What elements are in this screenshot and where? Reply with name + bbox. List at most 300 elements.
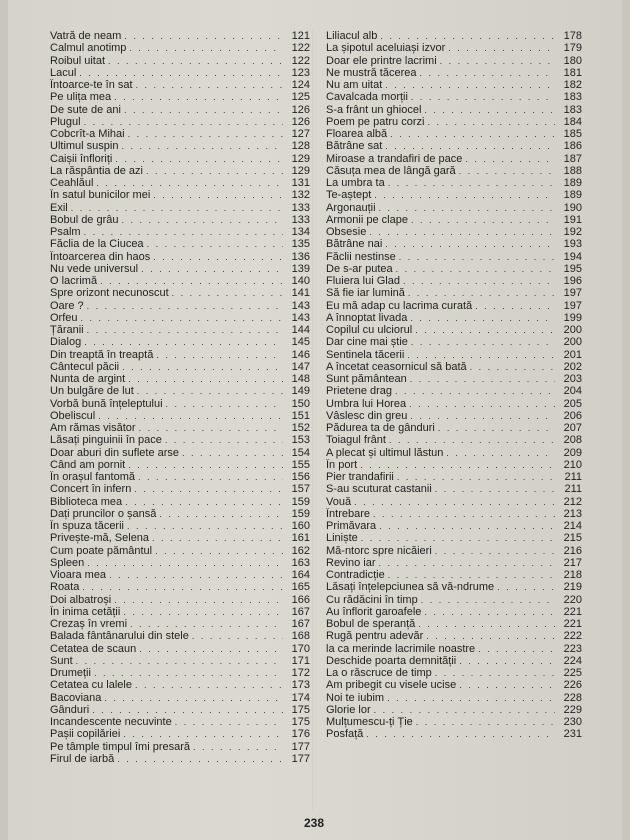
toc-entry-page: 188 — [563, 164, 582, 177]
toc-entry — [326, 728, 582, 740]
toc-entry-title: Rugă pentru adevăr — [326, 630, 424, 643]
toc-entry-page: 191 — [563, 213, 582, 226]
toc-entry-page: 154 — [291, 446, 310, 459]
toc-entry — [50, 226, 310, 238]
toc-entry-title: Biblioteca mea — [50, 495, 123, 508]
dot-leader — [390, 128, 555, 140]
toc-entry-page: 223 — [563, 642, 582, 655]
toc-entry-page: 133 — [291, 213, 310, 226]
toc-entry-title: Miroase a trandafiri de pace — [326, 152, 463, 165]
toc-entry-page: 151 — [291, 409, 310, 422]
dot-leader — [136, 79, 283, 91]
toc-entry-title: Bobul de speranță — [326, 618, 416, 630]
dot-leader — [192, 630, 283, 642]
toc-entry-page: 153 — [291, 434, 310, 447]
dot-leader — [153, 251, 283, 263]
toc-entry-page: 150 — [291, 397, 310, 410]
toc-entry-title: Ne mustră tăcerea — [326, 66, 417, 79]
dot-leader — [411, 214, 555, 226]
dot-leader — [399, 251, 555, 263]
toc-entry-title: Nunta de argint — [50, 373, 126, 385]
dot-leader — [397, 471, 555, 483]
dot-leader — [411, 91, 555, 103]
toc-entry-title: Întoarce-te în sat — [50, 79, 133, 91]
toc-entry-page: 140 — [291, 275, 310, 287]
toc-entry — [326, 275, 582, 287]
toc-entry-page: 131 — [291, 177, 310, 189]
toc-entry-title: Gânduri — [50, 703, 90, 716]
dot-leader — [448, 42, 555, 54]
toc-entry — [326, 189, 582, 201]
toc-entry-page: 218 — [563, 569, 582, 581]
column-gutter — [312, 30, 313, 810]
toc-entry — [326, 716, 582, 728]
dot-leader — [361, 532, 555, 544]
toc-entry-title: Spre orizont necunoscut — [50, 287, 169, 300]
toc-entry-page: 149 — [291, 385, 310, 398]
dot-leader — [385, 140, 555, 152]
toc-entry — [50, 643, 310, 655]
toc-entry — [326, 202, 582, 214]
toc-entry — [326, 581, 582, 593]
dot-leader — [424, 606, 555, 618]
toc-entry — [50, 116, 310, 128]
toc-entry — [326, 679, 582, 691]
toc-entry-title: Sentinela tăcerii — [326, 348, 405, 361]
toc-entry-page: 179 — [563, 42, 582, 55]
toc-entry-page: 212 — [563, 495, 582, 508]
toc-entry — [50, 581, 310, 593]
toc-entry-title: Nu am uitat — [326, 79, 383, 91]
toc-entry-page: 123 — [291, 66, 310, 79]
toc-entry-page: 200 — [563, 336, 582, 349]
toc-entry-page: 134 — [291, 226, 310, 238]
toc-entry-title: Liliacul alb — [326, 30, 378, 42]
toc-entry-page: 147 — [291, 360, 310, 373]
dot-leader — [478, 643, 555, 655]
toc-entry-page: 176 — [291, 728, 310, 741]
toc-entry-page: 146 — [291, 348, 310, 361]
dot-leader — [81, 312, 283, 324]
toc-entry-page: 200 — [563, 324, 582, 336]
toc-entry — [50, 30, 310, 42]
toc-entry-page: 214 — [563, 520, 582, 532]
toc-entry-page: 207 — [563, 422, 582, 434]
toc-entry-page: 193 — [563, 238, 582, 251]
toc-entry — [326, 508, 582, 520]
dot-leader — [366, 728, 555, 740]
toc-entry — [50, 496, 310, 508]
toc-entry-title: Oare ? — [50, 299, 84, 312]
toc-entry-page: 195 — [563, 262, 582, 275]
dot-leader — [459, 655, 555, 667]
toc-entry — [326, 361, 582, 373]
dot-leader — [497, 581, 555, 593]
dot-leader — [159, 508, 283, 520]
toc-entry-title: Cântecul păcii — [50, 360, 120, 373]
toc-entry — [326, 459, 582, 471]
toc-entry-title: la ca merinde lacrimile noastre — [326, 642, 476, 655]
dot-leader — [388, 177, 555, 189]
toc-entry-title: În orașul fantomă — [50, 471, 135, 483]
toc-entry-page: 202 — [563, 360, 582, 373]
toc-entry-title: Te-aștept — [326, 189, 372, 202]
toc-entry — [326, 55, 582, 67]
dot-leader — [123, 728, 283, 740]
toc-entry-title: La răspântia de azi — [50, 164, 143, 177]
dot-leader — [411, 336, 555, 348]
toc-entry-title: Pe ulița mea — [50, 91, 112, 104]
toc-entry — [50, 42, 310, 54]
toc-entry-title: Crezaș în vremi — [50, 618, 128, 630]
toc-entry-title: Bobul de grâu — [50, 213, 119, 226]
toc-entry — [326, 569, 582, 581]
dot-leader — [379, 202, 555, 214]
dot-leader — [123, 606, 283, 618]
toc-entry-page: 184 — [563, 115, 582, 128]
toc-entry-title: Bătrâne sat — [326, 140, 383, 153]
toc-entry — [50, 569, 310, 581]
toc-entry — [50, 422, 310, 434]
toc-entry-page: 226 — [563, 679, 582, 692]
dot-leader — [71, 202, 283, 214]
toc-entry-title: Caișii înfloriți — [50, 152, 113, 165]
dot-leader — [438, 422, 555, 434]
toc-entry — [326, 238, 582, 250]
toc-entry-title: De sute de ani — [50, 103, 121, 116]
dot-leader — [410, 312, 555, 324]
toc-entry-page: 229 — [563, 703, 582, 716]
toc-entry-page: 165 — [291, 581, 310, 594]
toc-entry-title: Cobcrît-a Mihai — [50, 128, 125, 140]
toc-entry-title: Concert în infern — [50, 483, 132, 496]
toc-entry-page: 157 — [291, 483, 310, 496]
toc-entry-page: 209 — [563, 446, 582, 459]
toc-entry — [50, 508, 310, 520]
toc-entry — [50, 251, 310, 263]
toc-entry — [326, 251, 582, 263]
toc-entry-page: 128 — [291, 140, 310, 153]
toc-entry — [50, 177, 310, 189]
toc-entry-title: Firul de iarbă — [50, 752, 115, 765]
toc-entry — [326, 606, 582, 618]
toc-entry — [326, 483, 582, 495]
dot-leader — [134, 483, 283, 495]
toc-entry-page: 211 — [564, 483, 582, 496]
toc-entry-page: 185 — [563, 128, 582, 140]
toc-entry-title: Ultimul suspin — [50, 140, 119, 153]
dot-leader — [459, 679, 555, 691]
toc-entry — [326, 545, 582, 557]
toc-entry — [50, 704, 310, 716]
toc-entry — [50, 104, 310, 116]
dot-leader — [122, 361, 283, 373]
toc-entry-title: Prietene drag — [326, 385, 393, 398]
toc-entry-title: Făclia de la Ciucea — [50, 238, 144, 251]
dot-leader — [98, 410, 283, 422]
toc-entry-title: În port — [326, 458, 358, 471]
page-number: 238 — [304, 816, 325, 830]
toc-entry-title: Armonii pe clape — [326, 213, 408, 226]
dot-leader — [114, 594, 283, 606]
toc-entry-title: Bătrâne nai — [326, 238, 383, 251]
toc-entry-title: Doar ele printre lacrimi — [326, 54, 437, 67]
toc-entry-page: 173 — [291, 679, 310, 692]
toc-entry — [50, 238, 310, 250]
toc-entry — [326, 79, 582, 91]
toc-column-right — [326, 30, 582, 741]
toc-entry-page: 167 — [291, 605, 310, 618]
dot-leader — [421, 594, 555, 606]
toc-entry — [50, 275, 310, 287]
dot-leader — [408, 287, 555, 299]
dot-leader — [139, 422, 283, 434]
toc-entry-page: 186 — [563, 140, 582, 153]
toc-entry-title: A încetat ceasornicul să bată — [326, 360, 467, 373]
toc-entry-page: 208 — [563, 434, 582, 447]
toc-entry-page: 132 — [291, 189, 310, 202]
toc-entry — [50, 91, 310, 103]
toc-entry-page: 204 — [563, 385, 582, 398]
dot-leader — [121, 140, 283, 152]
dot-leader — [152, 532, 283, 544]
toc-entry-title: Vioara mea — [50, 569, 107, 581]
toc-entry — [326, 116, 582, 128]
toc-entry — [50, 128, 310, 140]
dot-leader — [389, 434, 555, 446]
toc-entry-title: Umbra lui Horea — [326, 397, 407, 410]
toc-entry-page: 190 — [563, 201, 582, 214]
dot-leader — [117, 753, 283, 765]
toc-entry-title: Cu rădăcini în timp — [326, 593, 418, 606]
toc-entry-title: Doar aburi din suflete arse — [50, 446, 180, 459]
toc-entry — [326, 263, 582, 275]
toc-entry-page: 230 — [563, 716, 582, 728]
toc-entry-title: Exil — [50, 201, 68, 214]
toc-entry-page: 164 — [291, 569, 310, 581]
toc-entry-page: 161 — [291, 532, 310, 545]
toc-entry-page: 177 — [291, 740, 310, 753]
toc-entry — [50, 716, 310, 728]
dot-leader — [380, 30, 555, 42]
toc-entry-title: Nu vede universul — [50, 262, 139, 275]
toc-entry — [326, 520, 582, 532]
toc-entry — [326, 496, 582, 508]
toc-entry-title: Psalm — [50, 226, 81, 238]
dot-leader — [138, 471, 283, 483]
dot-leader — [388, 569, 555, 581]
dot-leader — [165, 434, 283, 446]
dot-leader — [435, 483, 555, 495]
toc-entry — [326, 153, 582, 165]
dot-leader — [135, 679, 283, 691]
toc-entry-page: 136 — [291, 250, 310, 263]
toc-entry — [326, 447, 582, 459]
toc-entry — [50, 532, 310, 544]
dot-leader — [407, 349, 555, 361]
toc-entry-page: 211 — [564, 471, 582, 483]
dot-leader — [435, 545, 555, 557]
dot-leader — [395, 385, 555, 397]
toc-entry — [326, 226, 582, 238]
dot-leader — [146, 165, 283, 177]
toc-entry-title: Dați pruncilor o șansă — [50, 507, 157, 520]
toc-entry-title: Privește-mă, Selena — [50, 532, 150, 545]
toc-entry-title: Țăranii — [50, 324, 84, 336]
toc-entry — [326, 324, 582, 336]
dot-leader — [76, 655, 283, 667]
toc-entry-page: 178 — [563, 30, 582, 42]
toc-entry-title: Incandescente necuvinte — [50, 716, 172, 728]
toc-entry — [326, 692, 582, 704]
dot-leader — [374, 704, 555, 716]
toc-entry — [326, 336, 582, 348]
toc-entry — [50, 189, 310, 201]
toc-entry-title: Copilul cu ulciorul — [326, 324, 413, 336]
toc-entry-title: Fluiera lui Glad — [326, 275, 400, 287]
toc-entry-page: 125 — [291, 91, 310, 104]
toc-entry-page: 216 — [563, 544, 582, 557]
book-page — [8, 0, 622, 840]
toc-entry-title: Cetatea cu lalele — [50, 679, 132, 692]
toc-entry — [326, 42, 582, 54]
dot-leader — [424, 104, 555, 116]
toc-entry — [326, 349, 582, 361]
toc-entry-page: 159 — [291, 507, 310, 520]
toc-entry-title: La umbra ta — [326, 177, 385, 189]
toc-entry-page: 189 — [563, 177, 582, 189]
toc-entry-page: 177 — [291, 752, 310, 765]
toc-entry-title: Plugul — [50, 115, 81, 128]
toc-entry-page: 152 — [291, 422, 310, 434]
toc-entry-title: Sunt pământean — [326, 373, 407, 385]
toc-entry-page: 139 — [291, 262, 310, 275]
toc-entry-title: Deschide poarta demnității — [326, 654, 457, 667]
dot-leader — [475, 300, 555, 312]
toc-entry — [50, 667, 310, 679]
toc-entry — [326, 214, 582, 226]
toc-entry — [50, 55, 310, 67]
toc-entry — [50, 434, 310, 446]
toc-entry-page: 219 — [563, 581, 582, 594]
toc-entry-page: 166 — [291, 593, 310, 606]
dot-leader — [87, 557, 283, 569]
toc-entry-page: 222 — [563, 630, 582, 643]
dot-leader — [141, 263, 283, 275]
toc-entry — [50, 557, 310, 569]
toc-entry — [50, 410, 310, 422]
dot-leader — [379, 520, 555, 532]
toc-entry — [50, 741, 310, 753]
dot-leader — [374, 189, 555, 201]
dot-leader — [426, 630, 555, 642]
toc-entry — [326, 312, 582, 324]
toc-entry-page: 141 — [291, 287, 310, 300]
toc-entry — [50, 728, 310, 740]
toc-entry-page: 160 — [291, 520, 310, 532]
toc-entry — [326, 471, 582, 483]
toc-entry-page: 228 — [563, 691, 582, 704]
dot-leader — [122, 214, 284, 226]
dot-leader — [175, 716, 283, 728]
dot-leader — [465, 153, 555, 165]
toc-entry-title: Vorbă bună înțeleptului — [50, 397, 163, 410]
toc-entry-page: 172 — [291, 667, 310, 679]
toc-entry-title: Revino iar — [326, 556, 376, 569]
dot-leader — [385, 79, 555, 91]
toc-entry — [50, 483, 310, 495]
toc-entry-page: 189 — [563, 189, 582, 202]
toc-entry-title: Poem pe patru corzi — [326, 115, 425, 128]
dot-leader — [114, 91, 283, 103]
dot-leader — [416, 716, 555, 728]
toc-entry-page: 180 — [563, 54, 582, 67]
toc-entry-page: 143 — [291, 311, 310, 324]
toc-entry — [50, 618, 310, 630]
toc-entry — [326, 385, 582, 397]
toc-entry-page: 192 — [563, 226, 582, 238]
dot-leader — [470, 361, 555, 373]
toc-entry-title: Mulțumescu-ți Ție — [326, 716, 413, 728]
toc-entry-page: 122 — [291, 54, 310, 67]
toc-entry-title: În satul bunicilor mei — [50, 189, 151, 202]
toc-entry — [326, 165, 582, 177]
toc-entry-page: 215 — [563, 532, 582, 545]
dot-leader — [419, 67, 555, 79]
toc-entry-title: Posfață — [326, 728, 364, 741]
toc-entry-page: 129 — [291, 152, 310, 165]
dot-leader — [84, 226, 283, 238]
toc-entry-page: 194 — [563, 250, 582, 263]
toc-entry-title: Doi albatroși — [50, 593, 112, 606]
dot-leader — [96, 177, 283, 189]
toc-entry-title: Eu mă adap cu lacrima curată — [326, 299, 473, 312]
dot-leader — [100, 275, 283, 287]
toc-entry-page: 144 — [291, 324, 310, 336]
dot-leader — [87, 324, 283, 336]
toc-entry-title: Sunt — [50, 654, 73, 667]
toc-entry-page: 168 — [291, 630, 310, 643]
toc-entry-page: 183 — [563, 91, 582, 104]
toc-entry-page: 220 — [563, 593, 582, 606]
toc-entry-page: 175 — [291, 716, 310, 728]
toc-entry-title: Vâslesc din greu — [326, 409, 408, 422]
dot-leader — [387, 692, 555, 704]
dot-leader — [82, 581, 283, 593]
dot-leader — [166, 398, 283, 410]
toc-entry-title: Am rămas visător — [50, 422, 136, 434]
toc-entry-page: 129 — [291, 164, 310, 177]
dot-leader — [130, 618, 283, 630]
toc-entry-title: Lăsați înțelepciunea să vă-ndrume — [326, 581, 495, 594]
toc-entry-title: În inima cetății — [50, 605, 121, 618]
toc-entry — [50, 373, 310, 385]
toc-entry-page: 181 — [563, 66, 582, 79]
dot-leader — [410, 410, 555, 422]
toc-entry — [50, 312, 310, 324]
toc-entry-title: A înnoptat livada — [326, 311, 408, 324]
toc-entry-title: Întrebare — [326, 507, 371, 520]
toc-entry-page: 135 — [291, 238, 310, 251]
dot-leader — [108, 55, 283, 67]
toc-entry-title: Un bulgăre de lut — [50, 385, 134, 398]
toc-entry — [50, 753, 310, 765]
toc-entry-page: 167 — [291, 618, 310, 630]
toc-entry-page: 182 — [563, 79, 582, 91]
toc-entry-title: Floarea albă — [326, 128, 388, 140]
toc-entry-title: Roata — [50, 581, 80, 594]
toc-column-left — [50, 30, 310, 765]
